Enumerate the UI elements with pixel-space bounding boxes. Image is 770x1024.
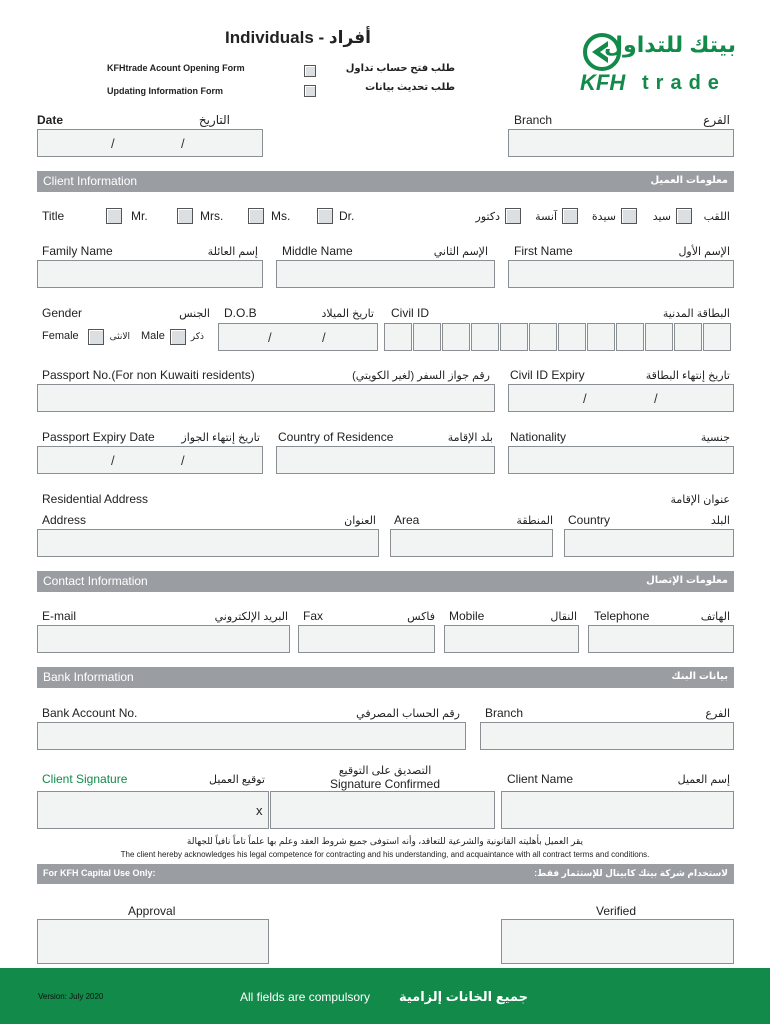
client-signature-label-ar: توقيع العميل: [209, 774, 265, 786]
country-label: Country: [568, 513, 611, 527]
date-label-ar: التاريخ: [198, 113, 230, 127]
passport-expiry-separator: /: [111, 453, 115, 468]
ms-label: Ms.: [271, 209, 291, 223]
country-residence-label: Country of Residence: [278, 430, 394, 444]
civil-id-digit-cell[interactable]: [674, 323, 702, 351]
family-name-label: Family Name: [42, 244, 113, 258]
civil-id-digit-cell[interactable]: [703, 323, 731, 351]
ms-label-ar: آنسة: [535, 211, 557, 223]
mrs-checkbox-ar[interactable]: [621, 208, 637, 224]
passport-expiry-separator: /: [181, 453, 185, 468]
telephone-label: Telephone: [594, 609, 650, 623]
civil-expiry-separator: /: [654, 391, 658, 406]
compulsory-note: All fields are compulsory: [240, 990, 371, 1004]
branch-field[interactable]: [508, 129, 734, 157]
civil-id-digit-cell[interactable]: [384, 323, 412, 351]
female-label-ar: الانثى: [109, 331, 130, 341]
title-label: Title: [42, 209, 65, 223]
branch-label-ar: الفرع: [703, 113, 730, 127]
civil-id-digit-cell[interactable]: [616, 323, 644, 351]
civil-id-label: Civil ID: [391, 306, 429, 320]
opening-form-label-ar: طلب فتح حساب تداول: [345, 63, 455, 74]
bank-info-title: Bank Information: [43, 670, 134, 684]
bank-info-title-ar: بيانات البنك: [671, 671, 728, 682]
client-info-header: [37, 171, 734, 192]
email-label-ar: البريد الإلكتروني: [214, 611, 288, 623]
civil-expiry-label-ar: تاريخ إنتهاء البطاقة: [645, 370, 730, 382]
residential-address-label: Residential Address: [42, 492, 149, 506]
mobile-field[interactable]: [444, 625, 579, 653]
verified-field[interactable]: [501, 919, 734, 964]
passport-expiry-label: Passport Expiry Date: [42, 430, 155, 444]
approval-label: Approval: [128, 904, 176, 918]
area-label: Area: [394, 513, 420, 527]
date-separator: /: [111, 136, 115, 151]
residential-address-label-ar: عنوان الإقامة: [670, 494, 730, 506]
first-name-label-ar: الإسم الأول: [678, 246, 730, 258]
ms-checkbox-ar[interactable]: [562, 208, 578, 224]
opening-form-checkbox[interactable]: [304, 65, 316, 77]
bank-branch-label-ar: الفرع: [705, 708, 730, 720]
middle-name-field[interactable]: [276, 260, 495, 288]
gender-label-ar: الجنس: [179, 308, 210, 320]
civil-id-digit-cell[interactable]: [500, 323, 528, 351]
dr-checkbox-ar[interactable]: [505, 208, 521, 224]
civil-expiry-separator: /: [583, 391, 587, 406]
title-label-ar: اللقب: [703, 211, 730, 223]
fax-label: Fax: [303, 609, 324, 623]
email-field[interactable]: [37, 625, 290, 653]
male-label-ar: ذكر: [190, 331, 204, 341]
client-info-title-ar: معلومات العميل: [650, 175, 728, 186]
bank-info-header: [37, 667, 734, 688]
family-name-field[interactable]: [37, 260, 263, 288]
ms-checkbox[interactable]: [248, 208, 264, 224]
nationality-label: Nationality: [510, 430, 567, 444]
approval-field[interactable]: [37, 919, 269, 964]
civil-id-label-ar: البطاقة المدنية: [662, 308, 730, 320]
address-label: Address: [42, 513, 87, 527]
civil-id-digit-cell[interactable]: [529, 323, 557, 351]
footer-bar: [0, 968, 770, 1024]
logo-trade: trade: [642, 72, 726, 94]
first-name-label: First Name: [514, 244, 573, 258]
civil-expiry-label: Civil ID Expiry: [510, 368, 585, 382]
passport-expiry-field[interactable]: [37, 446, 263, 474]
civil-id-digit-cell[interactable]: [558, 323, 586, 351]
passport-field[interactable]: [37, 384, 495, 412]
mrs-checkbox[interactable]: [177, 208, 193, 224]
date-label: Date: [37, 113, 64, 127]
mr-label: Mr.: [131, 209, 148, 223]
signature-x-mark: x: [256, 803, 263, 818]
bank-account-label: Bank Account No.: [42, 706, 138, 720]
gender-label: Gender: [42, 306, 83, 320]
signature-confirmed-label-ar: التصديق على التوقيع: [338, 765, 432, 777]
country-field[interactable]: [564, 529, 734, 557]
passport-expiry-label-ar: تاريخ إنتهاء الجواز: [181, 432, 260, 444]
contact-info-header: [37, 571, 734, 592]
email-label: E-mail: [42, 609, 77, 623]
civil-id-digit-cell[interactable]: [645, 323, 673, 351]
date-separator: /: [181, 136, 185, 151]
middle-name-label-ar: الإسم الثاني: [433, 246, 488, 258]
area-label-ar: المنطقة: [516, 515, 553, 527]
bank-branch-label: Branch: [485, 706, 524, 720]
dob-separator: /: [322, 330, 326, 345]
country-residence-label-ar: بلد الإقامة: [447, 432, 493, 444]
male-label: Male: [141, 330, 165, 342]
civil-id-digit-cell[interactable]: [587, 323, 615, 351]
client-signature-field[interactable]: [37, 791, 269, 829]
signature-confirmed-label: Signature Confirmed: [329, 777, 441, 791]
bank-account-field[interactable]: [37, 722, 466, 750]
mr-label-ar: سيد: [652, 211, 671, 223]
form-title: Individuals - أفراد: [225, 28, 371, 47]
civil-id-digit-cell[interactable]: [471, 323, 499, 351]
area-field[interactable]: [390, 529, 553, 557]
female-checkbox[interactable]: [88, 329, 104, 345]
country-label-ar: البلد: [710, 515, 730, 527]
fax-field[interactable]: [298, 625, 435, 653]
client-name-label: Client Name: [507, 772, 574, 786]
mobile-label-ar: النقال: [550, 611, 577, 623]
passport-label-ar: رقم جواز السفر (لغير الكويتي): [352, 370, 490, 382]
mobile-label: Mobile: [449, 609, 485, 623]
signature-confirmed-field[interactable]: [270, 791, 495, 829]
telephone-field[interactable]: [588, 625, 734, 653]
address-field[interactable]: [37, 529, 379, 557]
female-label: Female: [42, 330, 79, 342]
dr-label-ar: دكتور: [475, 211, 500, 223]
nationality-label-ar: جنسية: [700, 432, 730, 444]
contact-info-title: Contact Information: [43, 574, 148, 588]
bank-account-label-ar: رقم الحساب المصرفي: [356, 708, 460, 720]
dr-label: Dr.: [339, 209, 355, 223]
acknowledgement-ar: يقر العميل بأهليته القانونية والشرعية للتعاقد، وأنه استوفى جميع شروط العقد وعلم بها علماً تاماً نافياً للجهالة: [186, 836, 584, 846]
compulsory-note-ar: جميع الخانات إلزامية: [398, 989, 528, 1004]
civil-id-digit-cell[interactable]: [442, 323, 470, 351]
version-label: Version: July 2020: [38, 992, 104, 1001]
bank-branch-field[interactable]: [480, 722, 734, 750]
male-checkbox[interactable]: [170, 329, 186, 345]
logo-arabic: بيتك للتداول: [603, 32, 736, 57]
update-form-label-ar: طلب تحديث بيانات: [365, 82, 455, 93]
fax-label-ar: فاكس: [407, 611, 435, 623]
client-signature-label: Client Signature: [42, 772, 128, 786]
mrs-label: Mrs.: [200, 209, 224, 223]
date-field[interactable]: [37, 129, 263, 157]
civil-id-digit-cell[interactable]: [413, 323, 441, 351]
address-label-ar: العنوان: [344, 515, 376, 527]
nationality-field[interactable]: [508, 446, 734, 474]
kfh-trade-logo: [580, 30, 740, 100]
middle-name-label: Middle Name: [282, 244, 353, 258]
dob-separator: /: [268, 330, 272, 345]
update-form-checkbox[interactable]: [304, 85, 316, 97]
logo-kfh: KFH: [580, 70, 626, 95]
office-use-title-ar: لاستخدام شركة بيتك كابيتال للإستثمار فقط:: [534, 868, 728, 878]
family-name-label-ar: إسم العائلة: [207, 246, 258, 258]
client-name-field[interactable]: [501, 791, 734, 829]
dob-label-ar: تاريخ الميلاد: [321, 308, 374, 320]
office-use-header: [37, 864, 734, 884]
passport-label: Passport No.(For non Kuwaiti residents): [42, 368, 255, 382]
mr-checkbox[interactable]: [106, 208, 122, 224]
first-name-field[interactable]: [508, 260, 734, 288]
office-use-title: For KFH Capital Use Only:: [43, 868, 156, 878]
contact-info-title-ar: معلومات الإتصال: [646, 575, 728, 586]
telephone-label-ar: الهاتف: [700, 611, 730, 623]
acknowledgement-en: The client hereby acknowledges his legal competence for contracting and his understanding, and acquaintance with all contract terms and conditions.: [120, 850, 650, 859]
dob-label: D.O.B: [224, 306, 257, 320]
branch-label: Branch: [514, 113, 553, 127]
opening-form-label: KFHtrade Acount Opening Form: [107, 63, 245, 73]
civil-expiry-field[interactable]: [508, 384, 734, 412]
verified-label: Verified: [596, 904, 637, 918]
client-info-title: Client Information: [43, 174, 138, 188]
country-residence-field[interactable]: [276, 446, 495, 474]
update-form-label: Updating Information Form: [107, 86, 223, 96]
dob-field[interactable]: [218, 323, 378, 351]
client-name-label-ar: إسم العميل: [677, 774, 730, 786]
dr-checkbox[interactable]: [317, 208, 333, 224]
mrs-label-ar: سيدة: [591, 211, 616, 223]
